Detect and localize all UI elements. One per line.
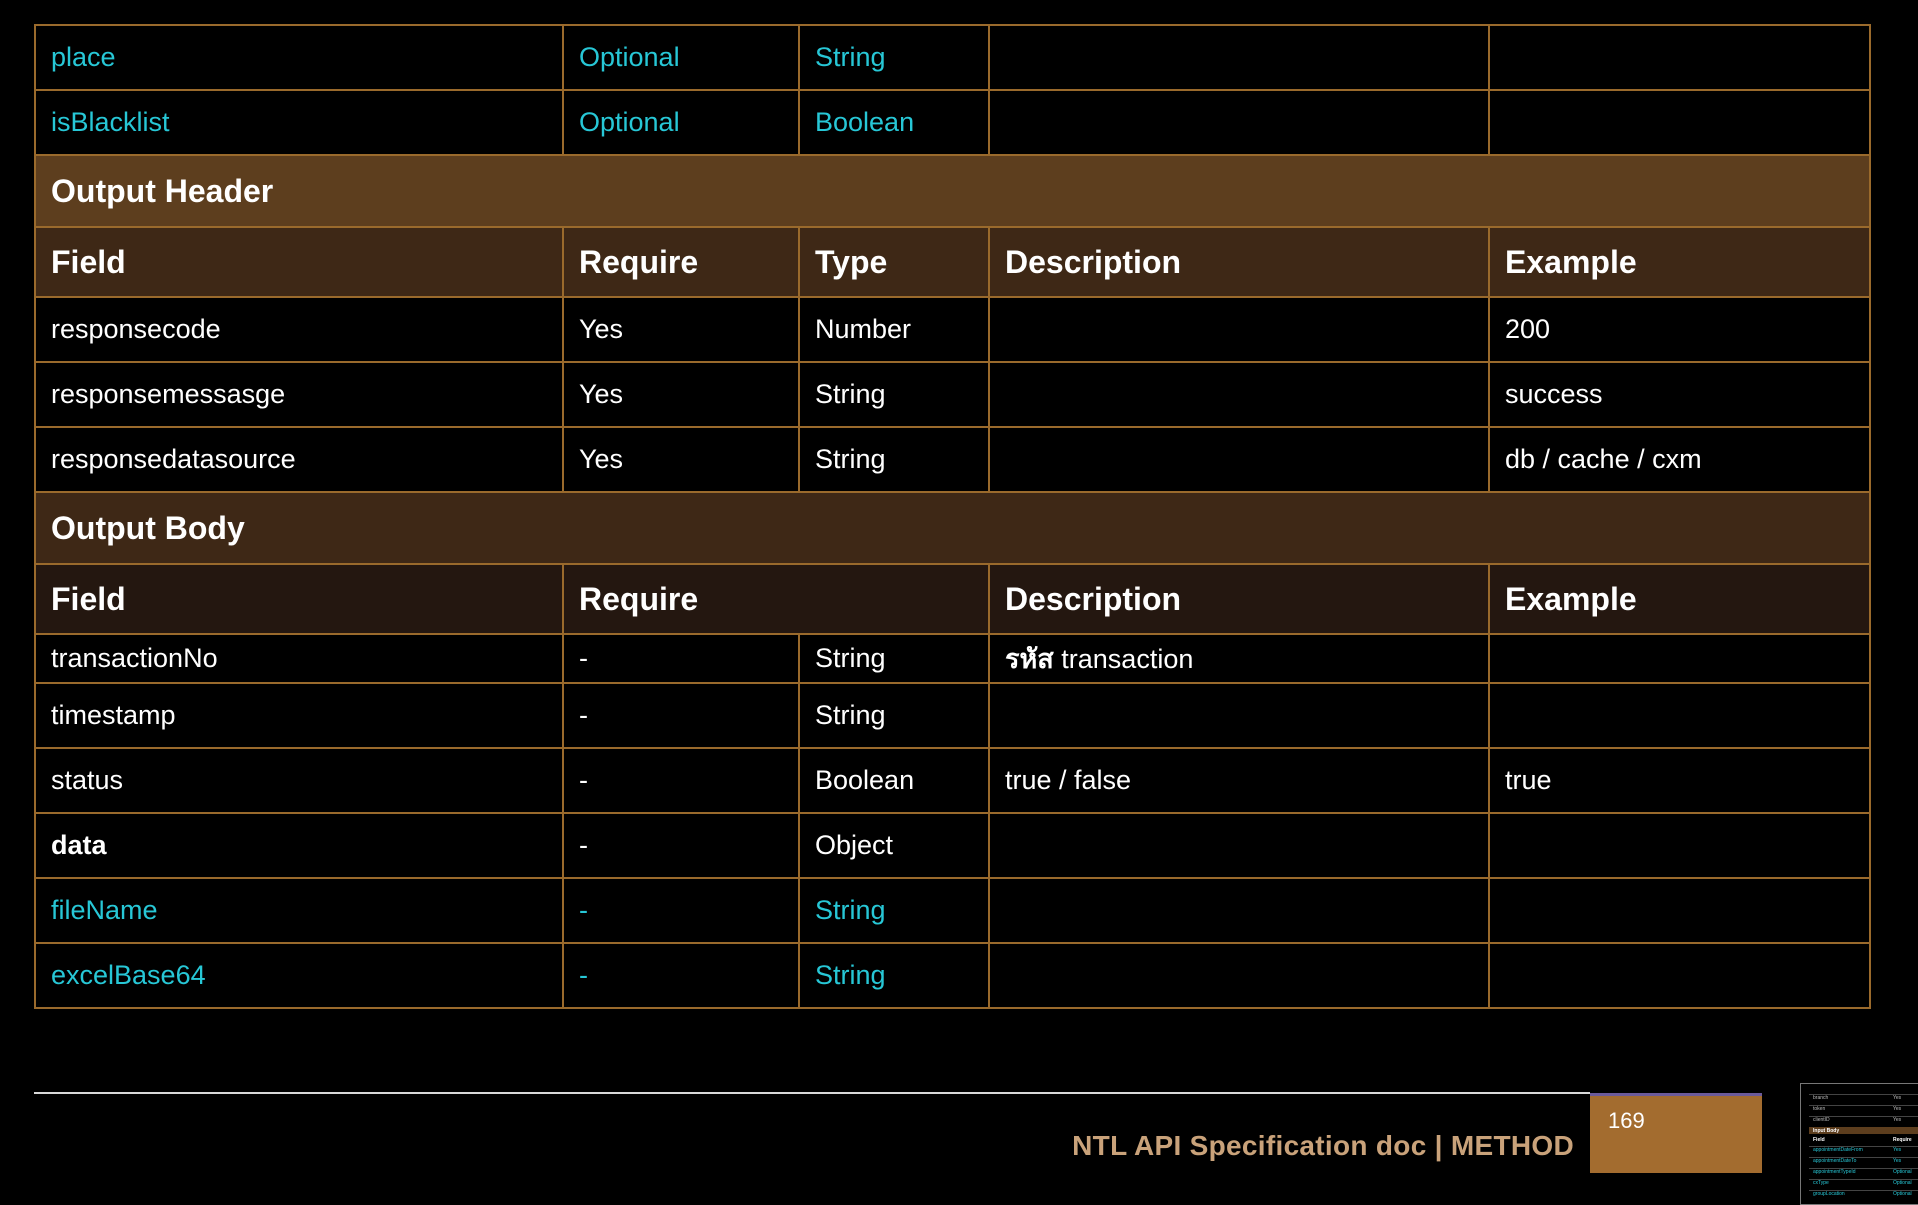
- thumbnail-label: Optional: [1893, 1180, 1912, 1186]
- type-cell: Object: [799, 813, 989, 878]
- description-cell: [989, 878, 1489, 943]
- thumbnail-label: Yes: [1893, 1158, 1902, 1164]
- example-cell: [1489, 90, 1870, 155]
- example-cell: db / cache / cxm: [1489, 427, 1870, 492]
- section-title-output-header: Output Header: [35, 155, 1870, 227]
- require-cell: -: [563, 943, 799, 1008]
- example-cell: [1489, 634, 1870, 683]
- section-title-output-body: Output Body: [35, 492, 1870, 564]
- thumbnail-line: groupLocation: [1813, 1191, 1845, 1197]
- type-cell: Boolean: [799, 748, 989, 813]
- table-row: [35, 943, 1870, 1008]
- slide-thumbnail[interactable]: [1800, 1083, 1918, 1205]
- field-cell: excelBase64: [35, 943, 563, 1008]
- field-cell: transactionNo: [35, 634, 563, 683]
- type-cell: String: [799, 878, 989, 943]
- description-cell: [989, 943, 1489, 1008]
- example-cell: [1489, 878, 1870, 943]
- field-cell: responsedatasource: [35, 427, 563, 492]
- require-cell: -: [563, 813, 799, 878]
- table-row: [35, 297, 1870, 362]
- example-cell: true: [1489, 748, 1870, 813]
- type-cell: String: [799, 634, 989, 683]
- description-cell: [989, 634, 1489, 683]
- column-header-field: Field: [35, 227, 563, 297]
- example-cell: success: [1489, 362, 1870, 427]
- type-cell: String: [799, 943, 989, 1008]
- description-cell: [989, 362, 1489, 427]
- require-cell: -: [563, 748, 799, 813]
- description-cell: [989, 25, 1489, 90]
- thumbnail-label: Yes: [1893, 1095, 1902, 1101]
- table-row: [35, 427, 1870, 492]
- table-row: [35, 813, 1870, 878]
- api-spec-table: [34, 24, 1871, 1009]
- type-cell: String: [799, 427, 989, 492]
- description-cell: [989, 427, 1489, 492]
- description-cell: true / false: [989, 748, 1489, 813]
- example-cell: [1489, 25, 1870, 90]
- column-header-require: Require: [563, 227, 799, 297]
- section-row: [35, 492, 1870, 564]
- require-cell: -: [563, 634, 799, 683]
- thumbnail-label: Yes: [1893, 1106, 1902, 1112]
- column-header-example: Example: [1489, 564, 1870, 634]
- example-cell: [1489, 813, 1870, 878]
- column-header-example: Example: [1489, 227, 1870, 297]
- table-row: [35, 878, 1870, 943]
- table-row: [35, 634, 1870, 683]
- require-cell: Yes: [563, 297, 799, 362]
- field-cell: responsecode: [35, 297, 563, 362]
- field-cell: fileName: [35, 878, 563, 943]
- type-cell: String: [799, 25, 989, 90]
- require-cell: -: [563, 878, 799, 943]
- field-cell: status: [35, 748, 563, 813]
- type-cell: String: [799, 683, 989, 748]
- table-row: [35, 683, 1870, 748]
- description-bold-text: รหัส: [1005, 644, 1054, 674]
- table-row: [35, 748, 1870, 813]
- description-cell: [989, 683, 1489, 748]
- example-cell: [1489, 943, 1870, 1008]
- field-cell: isBlacklist: [35, 90, 563, 155]
- thumbnail-label: Yes: [1893, 1147, 1902, 1153]
- thumbnail-line: token: [1813, 1106, 1826, 1112]
- column-header-row: [35, 564, 1870, 634]
- description-cell: [989, 813, 1489, 878]
- footer-title: NTL API Specification doc | METHOD: [1072, 1130, 1574, 1161]
- require-cell: -: [563, 683, 799, 748]
- require-cell: Optional: [563, 90, 799, 155]
- thumbnail-label: Optional: [1893, 1169, 1912, 1175]
- type-cell: String: [799, 362, 989, 427]
- type-cell: Number: [799, 297, 989, 362]
- field-cell: data: [35, 813, 563, 878]
- thumbnail-line: appointmentDateTo: [1813, 1158, 1857, 1164]
- footer-divider: [34, 1092, 1590, 1094]
- description-cell: [989, 297, 1489, 362]
- column-header-description: Description: [989, 564, 1489, 634]
- table-row: [35, 362, 1870, 427]
- thumbnail-label: Yes: [1893, 1117, 1902, 1123]
- thumbnail-line: clientID: [1813, 1117, 1830, 1123]
- example-cell: [1489, 683, 1870, 748]
- thumbnail-line: appointmentDateFrom: [1813, 1147, 1863, 1153]
- thumbnail-line: Input Body: [1813, 1128, 1840, 1134]
- thumbnail-line: appointmentTypeId: [1813, 1169, 1856, 1175]
- column-header-type: Type: [799, 227, 989, 297]
- require-cell: Optional: [563, 25, 799, 90]
- field-cell: responsemessasge: [35, 362, 563, 427]
- example-cell: 200: [1489, 297, 1870, 362]
- page-number: 169: [1608, 1108, 1645, 1133]
- description-cell: [989, 90, 1489, 155]
- thumbnail-line: cxType: [1813, 1180, 1829, 1186]
- thumbnail-line: Field: [1813, 1137, 1825, 1143]
- thumbnail-label: Optional: [1893, 1191, 1912, 1197]
- field-cell: timestamp: [35, 683, 563, 748]
- table-row: [35, 25, 1870, 90]
- thumbnail-label: Require: [1893, 1137, 1912, 1143]
- require-cell: Yes: [563, 427, 799, 492]
- require-cell: Yes: [563, 362, 799, 427]
- field-cell: place: [35, 25, 563, 90]
- page-number-box: [1590, 1093, 1762, 1173]
- table-row: [35, 90, 1870, 155]
- column-header-field: Field: [35, 564, 563, 634]
- column-header-row: [35, 227, 1870, 297]
- description-text: transaction: [1053, 644, 1194, 674]
- thumbnail-line: branch: [1813, 1095, 1829, 1101]
- column-header-require: Require: [563, 564, 989, 634]
- section-row: [35, 155, 1870, 227]
- type-cell: Boolean: [799, 90, 989, 155]
- column-header-description: Description: [989, 227, 1489, 297]
